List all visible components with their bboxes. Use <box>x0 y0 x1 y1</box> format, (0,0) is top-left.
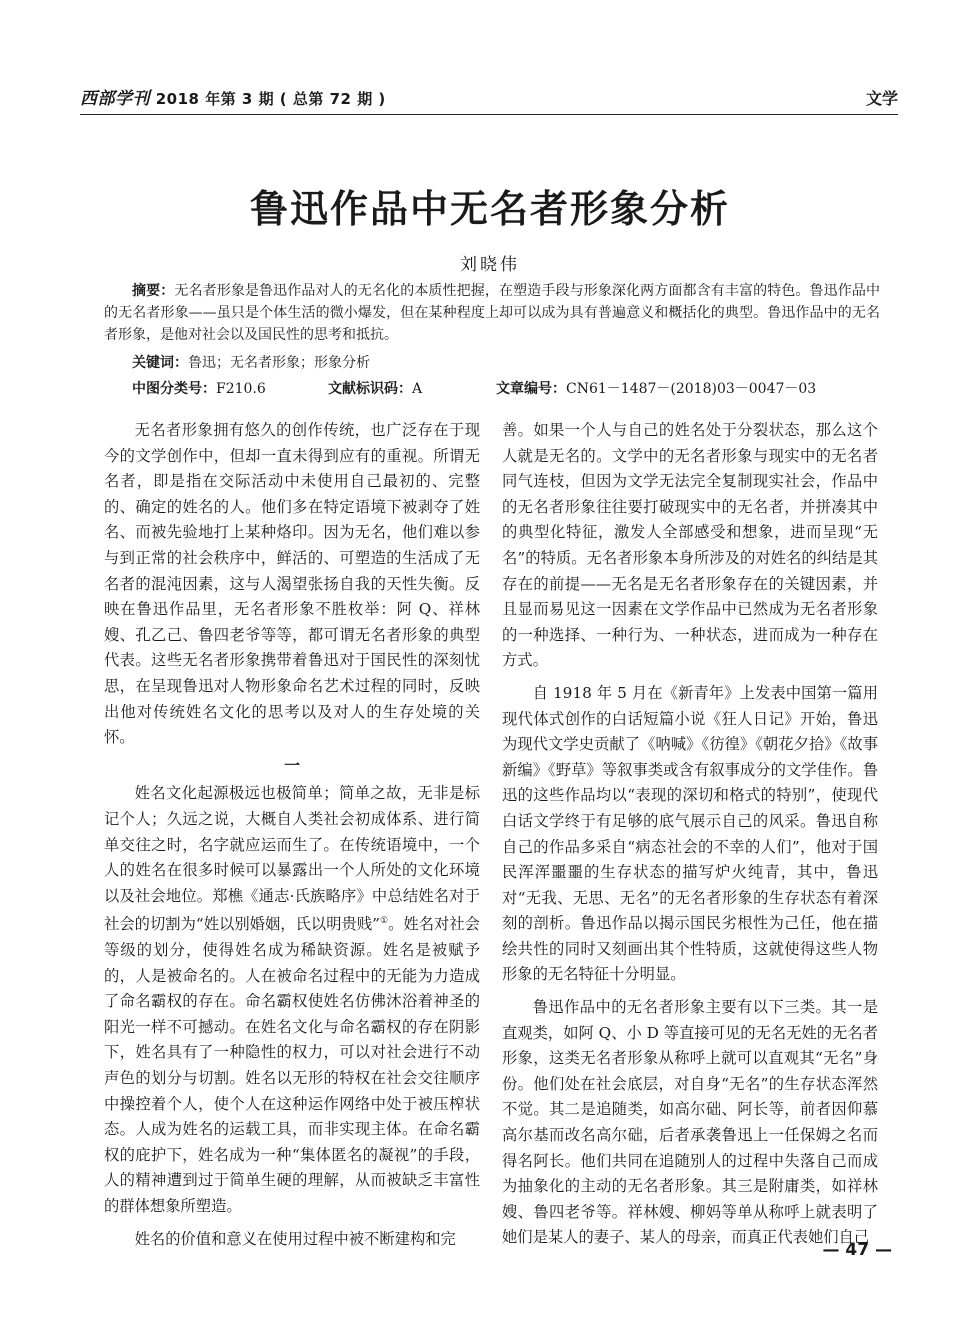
abstract-text: 无名者形象是鲁迅作品对人的无名化的本质性把握，在塑造手段与形象深化两方面都含有丰富的特色。鲁迅作品中的无名者形象——虽只是个体生活的微小爆发，但在某种程度上却可以成为具有普遍意义和概括化的典型。鲁迅作品中的无名者形象，是他对社会以及国民性的思考和抵抗。 <box>104 283 881 343</box>
journal-name: 西部学刊 <box>80 89 150 109</box>
keywords-text: 鲁迅；无名者形象；形象分析 <box>188 355 370 371</box>
running-header <box>80 78 898 115</box>
article-title: 鲁迅作品中无名者形象分析 <box>249 187 730 231</box>
abstract-label: 摘要： <box>132 283 175 299</box>
keywords-label: 关键词： <box>132 355 188 371</box>
footnote-marker: ① <box>380 916 389 927</box>
clc-code: 中图分类号：F210.6 <box>132 381 266 397</box>
section-label: 文学 <box>865 89 898 108</box>
abstract <box>104 280 880 346</box>
body-column-left <box>104 418 480 1252</box>
journal-issue-line <box>80 84 386 109</box>
classification-line <box>132 378 892 400</box>
body-paragraph: 姓名的价值和意义在使用过程中被不断建构和完 <box>134 1229 456 1248</box>
document-code: 文献标识码：A <box>328 381 423 397</box>
body-paragraph: 善。如果一个人与自己的姓名处于分裂状态，那么这个人就是无名的。文学中的无名者形象与现实中的无名者同气连枝，但因为文学无法完全复制现实社会，作品中的无名者形象往往要打破现实中的无名者，并拼凑其中的典型化特征，激发人全部感受和想象，进而呈现“无名”的特质。无名者形象本身所涉及的对姓名的纠结是其存在的前提——无名是无名者形象存在的关键因素，并且显而易见这一因素在文学作品中已然成为无名者形象的一种选择、一种行为、一种状态，进而成为一种存在方式。 <box>502 421 878 670</box>
issue-info: 2018 年第 3 期 ( 总第 72 期 ) <box>155 90 386 108</box>
keywords <box>132 352 370 372</box>
article-number: 文章编号：CN61－1487－(2018)03－0047－03 <box>496 381 817 397</box>
body-paragraph: 鲁迅作品中的无名者形象主要有以下三类。其一是直观类，如阿 Q、小 D 等直接可见的无名无姓的无名者形象，这类无名者形象从称呼上就可以直观其“无名”身份。他们处在社会底层，对自身“无名”的生存状态浑然不觉。其二是追随类，如高尔础、阿长等，前者因仰慕高尔基而改名高尔础，后者承袭鲁迅上一任保姆之名而得名阿长。他们共同在追随别人的过程中失落自己而成为抽象化的主动的无名者形象。其三是附庸类，如祥林嫂、鲁四老爷等。祥林嫂、柳妈等单从称呼上就表明了她们是某人的妻子、某人的母亲，而真正代表她们自己 <box>502 998 878 1247</box>
body-paragraph: 自 1918 年 5 月在《新青年》上发表中国第一篇用现代体式创作的白话短篇小说《狂人日记》开始，鲁迅为现代文学史贡献了《呐喊》《彷徨》《朝花夕拾》《故事新编》《野草》等叙事类或含有叙事成分的文学佳作。鲁迅的这些作品均以“表现的深切和格式的特别”，使现代白话文学终于有足够的底气展示自己的风采。鲁迅自称自己的作品多采自“病态社会的不幸的人们”，他对于国民浑浑噩噩的生存状态的描写炉火纯青，其中，鲁迅对“无我、无思、无名”的无名者形象的生存状态有着深刻的剖析。鲁迅作品以揭示国民劣根性为己任，他在描绘共性的同时又刻画出其个性特质，这就使得这些人物形象的无名特征十分明显。 <box>502 683 878 984</box>
page-number: — 47 — <box>822 1240 892 1260</box>
body-paragraph: 无名者形象拥有悠久的创作传统，也广泛存在于现今的文学创作中，但却一直未得到应有的重视。所谓无名者，即是指在交际活动中未使用自己最初的、完整的、确定的姓名的人。他们多在特定语境下被剥夺了姓名、而被先验地打上某种烙印。因为无名，他们难以参与到正常的社会秩序中，鲜活的、可塑造的生活成了无名者的混沌因素，这与人渴望张扬自我的天性失衡。反映在鲁迅作品里，无名者形象不胜枚举：阿 Q、祥林嫂、孔乙己、鲁四老爷等等，都可谓无名者形象的典型代表。这些无名者形象携带着鲁迅对于国民性的深刻忧思，在呈现鲁迅对人物形象命名艺术过程的同时，反映出他对传统姓名文化的思考以及对人的生存处境的关怀。 <box>104 421 480 747</box>
body-paragraph: 姓名文化起源极远也极简单；简单之故，无非是标记个人；久远之说，大概自人类社会初成体系、进行简单交往之时，名字就应运而生了。在传统语境中，一个人的姓名在很多时候可以暴露出一个人所处的文化环境以及社会地位。郑樵《通志·氏族略序》中总结姓名对于社会的切割为“姓以别婚姻，氏以明贵贱”①。姓名对社会等级的划分，使得姓名成为稀缺资源。姓名是被赋予的，人是被命名的。人在被命名过程中的无能为力造成了命名霸权的存在。命名霸权使姓名仿佛沐浴着神圣的阳光一样不可撼动。在姓名文化与命名霸权的存在阴影下，姓名具有了一种隐性的权力，可以对社会进行不动声色的划分与切割。姓名以无形的特权在社会交往顺序中操控着个人，使个人在这种运作网络中处于被压榨状态。人成为姓名的运载工具，而非实现主体。在命名霸权的庇护下，姓名成为一种“集体匿名的凝视”的手段，人的精神遭到过于简单生硬的理解，从而被缺乏丰富性的群体想象所塑造。 <box>104 784 480 1215</box>
author-name: 刘晓伟 <box>460 255 520 275</box>
body-column-right <box>502 418 878 1251</box>
section-heading: 一 <box>283 755 300 775</box>
